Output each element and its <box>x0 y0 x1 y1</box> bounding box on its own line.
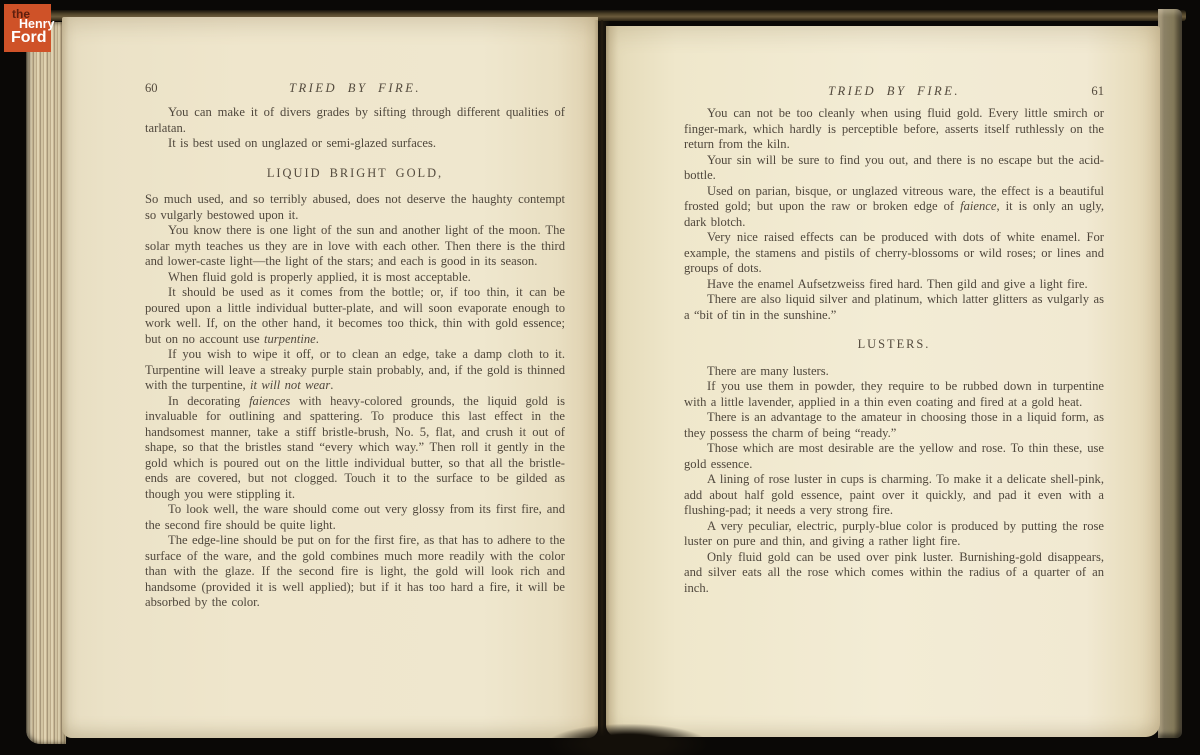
paragraph: Very nice raised effects can be produced with dots of white enamel. For example, the stamens and pistils of cherry-blossoms or wild roses; or lines and groups of dots. <box>684 230 1104 275</box>
book-page-right <box>606 26 1160 737</box>
page-number-right: 61 <box>1091 84 1104 98</box>
paragraph: It is best used on unglazed or semi-glazed surfaces. <box>168 136 437 150</box>
page-number-left: 60 <box>145 81 158 95</box>
running-header-left: TRIED BY FIRE. <box>288 81 422 95</box>
paragraph: Your sin will be sure to find you out, and there is no escape but the acid-bottle. <box>684 152 1104 182</box>
page-header-right <box>684 84 1104 102</box>
page-text-right <box>684 106 1104 596</box>
paragraph: There is an advantage to the amateur in choosing those in a liquid form, as they possess the charm of being “ready.” <box>684 410 1104 440</box>
paragraph: There are also liquid silver and platinum, which latter glitters as vulgarly as a “bit of tin in the sunshine.” <box>684 292 1104 322</box>
paragraph: The edge-line should be put on for the first fire, as that has to adhere to the surface of the ware, and the gold combines much more readily with the color than with the glaze. If the second fire is light, the gold will look rich and handsome (provided it is well applied); but if it has too hard a fire, it will be absorbed by the color. <box>145 533 565 609</box>
paragraph: In decorating faiences with heavy-colored grounds, the liquid gold is invaluable for outlining and spattering. To produce this last effect in the handsomest manner, take a stiff bristle-brush, No. 5, flat, and crush it out of shape, so that the bristles stand “every which way.” Then roll it gently in the gold which is poured out on the little individual butter, so that all the bristle-ends are covered, but not clogged. Touch it to the surface to be gilded as though you were stippling it. <box>145 393 565 501</box>
paragraph: If you wish to wipe it off, or to clean an edge, take a damp cloth to it. Turpentine will leave a streaky purple stain probably, and, if the gold is thinned with the turpentine, it will not wear. <box>145 347 565 392</box>
book-page-left <box>62 17 598 738</box>
book-gutter <box>594 20 610 736</box>
paragraph: You know there is one light of the sun and another light of the moon. The solar myth teaches us they are in love with each other. Then there is the third and lower-caste light—the light of the stars; and each is good in its season. <box>145 223 565 268</box>
paragraph: When fluid gold is properly applied, it is most acceptable. <box>168 269 471 284</box>
paragraph: A lining of rose luster in cups is charming. To make it a delicate shell-pink, add about half gold essence, paint over it quickly, and pad it even with a flushing-pad; it needs a very strong fire. <box>684 472 1104 517</box>
paragraph: If you use them in powder, they require to be rubbed down in turpentine with a little lavender, applied in a thin even coating and fired at a gold heat. <box>684 379 1104 409</box>
paragraph: You can make it of divers grades by sifting through different qualities of tarlatan. <box>145 105 565 135</box>
paragraph: So much used, and so terribly abused, does not deserve the haughty contempt so vulgarly bestowed upon it. <box>145 192 565 222</box>
page-edges-left <box>26 22 66 744</box>
logo-text-henry: Henry <box>19 17 55 31</box>
paragraph: Have the enamel Aufsetzweiss fired hard. Then gild and give a light fire. <box>707 276 1088 291</box>
paragraph: To look well, the ware should come out very glossy from its first fire, and the second fire should be quite light. <box>145 502 565 532</box>
paragraph: There are many lusters. <box>707 363 829 378</box>
section-heading: LIQUID BRIGHT GOLD, <box>266 165 444 180</box>
paragraph: It should be used as it comes from the bottle; or, if too thin, it can be poured upon a little individual butter-plate, and will soon evaporate enough to work well. If, on the other hand, it becomes too thick, thin with gold essence; but on no account use turpentine. <box>145 285 565 346</box>
page-text-left <box>145 105 565 611</box>
paragraph: Used on parian, bisque, or unglazed vitreous ware, the effect is a beautiful frosted gold; but upon the raw or broken edge of faience, it is only an ugly, dark blotch. <box>684 183 1104 229</box>
page-header-left <box>145 81 565 99</box>
paragraph: Only fluid gold can be used over pink luster. Burnishing-gold disappears, and silver eats all the rose which comes within the radius of a quarter of an inch. <box>684 549 1104 595</box>
book-cover-right-edge <box>1158 9 1182 738</box>
spine-bottom-shadow <box>548 724 708 755</box>
logo-text-the: the <box>12 7 30 21</box>
paragraph: You can not be too cleanly when using fluid gold. Every little smirch or finger-mark, which hardly is perceptible before, asserts itself ruthlessly on the return from the kiln. <box>684 106 1104 151</box>
logo-text-ford: Ford <box>11 29 47 46</box>
section-heading: LUSTERS. <box>857 337 931 351</box>
henry-ford-logo <box>4 4 55 52</box>
running-header-right: TRIED BY FIRE. <box>827 84 961 98</box>
paragraph: Those which are most desirable are the yellow and rose. To thin these, use gold essence. <box>684 441 1104 471</box>
paragraph: A very peculiar, electric, purply-blue color is produced by putting the rose luster on pure and thin, and giving a rather light fire. <box>684 518 1104 548</box>
